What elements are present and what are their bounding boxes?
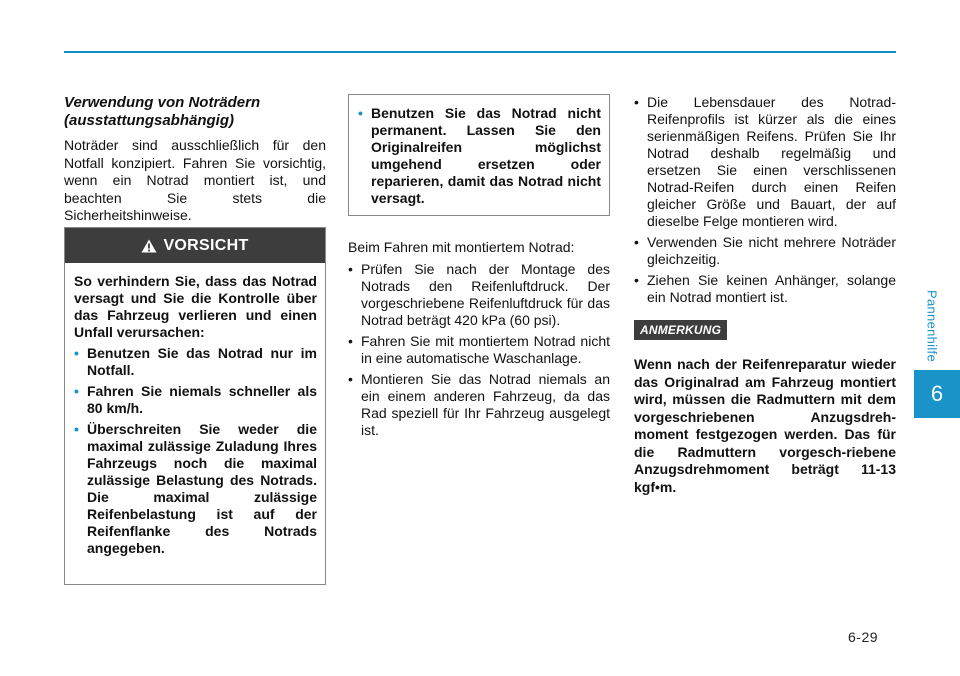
driving-section bbox=[348, 239, 610, 443]
list-item: • Benutzen Sie das Notrad nur im Notfall. bbox=[74, 345, 317, 378]
section-intro: Noträder sind ausschließlich für den Notfall konzipiert. Fahren Sie vorsichtig, wenn ein Notrad montiert ist, und beachten Sie stets die Sicherheitshinweise. bbox=[64, 137, 326, 223]
list-item: • Fahren Sie niemals schneller als 80 km/h. bbox=[74, 383, 317, 416]
bullet-icon: • bbox=[634, 272, 639, 288]
chapter-name: Pannenhilfe bbox=[924, 290, 940, 362]
driving-list-continued bbox=[634, 94, 896, 306]
bullet-icon: • bbox=[634, 234, 639, 250]
bullet-icon: • bbox=[358, 105, 363, 121]
bullet-icon: • bbox=[634, 94, 639, 110]
list-item: • Fahren Sie mit montiertem Notrad nicht in eine automatische Waschanlage. bbox=[348, 332, 610, 366]
chapter-number: 6 bbox=[930, 381, 944, 406]
bullet-icon: • bbox=[74, 383, 79, 399]
bullet-icon: • bbox=[74, 345, 79, 361]
bullet-icon: • bbox=[348, 332, 353, 349]
page-number: 6-29 bbox=[848, 629, 879, 645]
caution-continued-list bbox=[358, 105, 601, 207]
list-item: • Die Lebensdauer des Notrad-Reifenprofils ist kürzer als die eines serienmäßigen Reifens. Prüfen Sie Ihr Notrad deshalb regelmäßig und ersetzen Sie einen verschlissenen Notrad-Reifen durch einen Reifen gleicher Größe und Bauart, der auf dieselbe Felge montieren wird. bbox=[634, 94, 896, 229]
note-text: Wenn nach der Reifenreparatur wieder das Originalrad am Fahrzeug montiert wird, müssen die Radmuttern mit dem vorgeschriebenen Anzugsdreh-moment festgezogen werden. Das für die Radmuttern vorgesch-riebene Anzugsdrehmoment beträgt 11-13 kgf•m. bbox=[634, 356, 896, 495]
column-left bbox=[64, 94, 326, 225]
caution-intro: So verhindern Sie, dass das Notrad versagt und Sie die Kontrolle über das Fahrzeug verlieren und einen Unfall verursachen: bbox=[74, 273, 317, 340]
bullet-icon: • bbox=[348, 370, 353, 387]
note-badge: ANMERKUNG bbox=[634, 320, 727, 340]
warning-triangle-icon bbox=[141, 239, 157, 253]
driving-list bbox=[348, 261, 610, 439]
list-item: • Überschreiten Sie weder die maximal zulässige Zuladung Ihres Fahrzeugs noch die maximal zulässige Belastung des Notrads. Die maximal zulässige Reifenbelastung ist auf der Reifenflanke des Notrads angegeben. bbox=[74, 421, 317, 556]
caution-heading: VORSICHT bbox=[163, 236, 249, 254]
chapter-side-label bbox=[922, 286, 942, 366]
list-item: • Prüfen Sie nach der Montage des Notrads den Reifenluftdruck. Der vorgeschriebene Reifenluftdruck für das Notrad beträgt 420 kPa (60 psi). bbox=[348, 260, 610, 328]
list-item: • Verwenden Sie nicht mehrere Noträder gleichzeitig. bbox=[634, 234, 896, 267]
header-rule bbox=[64, 51, 896, 53]
caution-box bbox=[64, 227, 326, 585]
column-right bbox=[634, 94, 896, 496]
list-item: • Benutzen Sie das Notrad nicht permanent. Lassen Sie den Originalreifen möglichst umgehend ersetzen oder reparieren, damit das Notrad nicht versagt. bbox=[358, 105, 601, 206]
list-item: • Montieren Sie das Notrad niemals an ein einem anderen Fahrzeug, da das Rad speziell für Ihr Fahrzeug ausgelegt ist. bbox=[348, 370, 610, 438]
caution-list bbox=[74, 345, 317, 557]
bullet-icon: • bbox=[348, 260, 353, 277]
driving-intro: Beim Fahren mit montiertem Notrad: bbox=[348, 239, 575, 255]
chapter-tab[interactable] bbox=[914, 370, 960, 418]
caution-continued-box bbox=[348, 94, 610, 216]
list-item: • Ziehen Sie keinen Anhänger, solange ein Notrad montiert ist. bbox=[634, 272, 896, 305]
section-title: Verwendung von Noträdern (ausstattungsabhängig) bbox=[64, 94, 261, 129]
bullet-icon: • bbox=[74, 421, 79, 437]
caution-header bbox=[65, 228, 325, 263]
